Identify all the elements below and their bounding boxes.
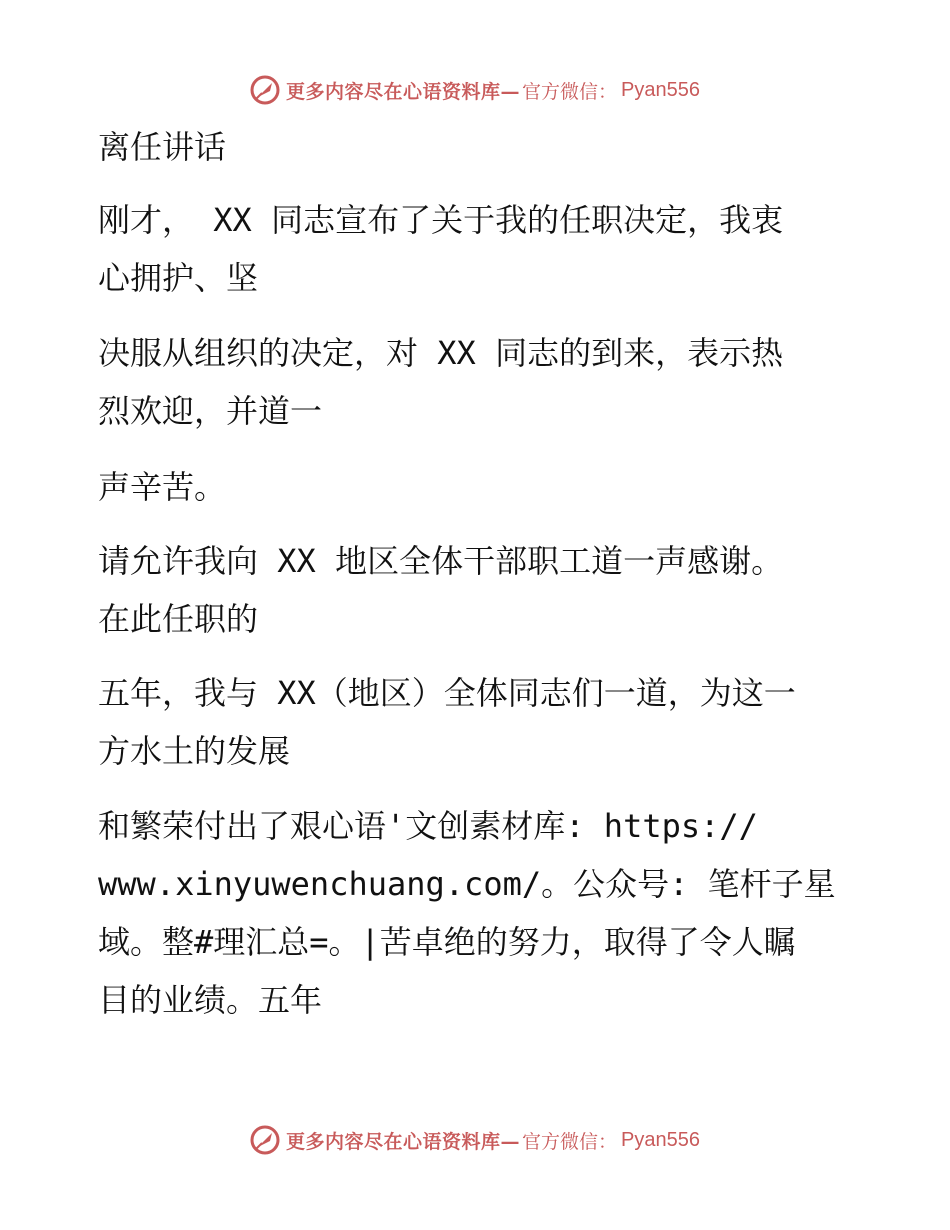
feather-pen-logo-icon	[250, 75, 280, 105]
doc-line: 方水土的发展	[98, 732, 291, 770]
doc-line: www.xinyuwenchuang.com/。公众号: 笔杆子星	[98, 865, 836, 903]
banner-brand: Pyan556	[621, 1128, 700, 1151]
banner-brand: Pyan556	[621, 78, 700, 101]
banner-text: 更多内容尽在心语资料库—	[286, 1130, 521, 1153]
banner-wechat-label: 官方微信：	[522, 1130, 618, 1153]
feather-pen-logo-icon	[250, 1125, 280, 1155]
header-watermark-banner	[0, 70, 950, 110]
doc-line: 声辛苦。	[98, 468, 227, 506]
doc-line: 目的业绩。五年	[98, 981, 323, 1019]
doc-line: 决服从组织的决定，对 XX 同志的到来，表示热	[98, 334, 784, 372]
doc-line: 心拥护、坚	[98, 259, 259, 297]
doc-line: 和繁荣付出了艰心语'文创素材库: https://	[98, 807, 758, 845]
banner-wechat-label: 官方微信：	[522, 80, 618, 103]
doc-line: 烈欢迎，并道一	[98, 392, 323, 430]
doc-line: 五年，我与 XX（地区）全体同志们一道，为这一	[98, 674, 796, 712]
doc-line: 刚才， XX 同志宣布了关于我的任职决定，我衷	[98, 201, 784, 239]
doc-line: 域。整#理汇总=。|苦卓绝的努力，取得了令人瞩	[98, 923, 796, 961]
banner-text: 更多内容尽在心语资料库—	[286, 80, 521, 103]
footer-watermark-banner	[0, 1120, 950, 1160]
doc-line: 在此任职的	[98, 600, 259, 638]
doc-line: 请允许我向 XX 地区全体干部职工道一声感谢。	[98, 542, 784, 580]
doc-line: 离任讲话	[98, 128, 227, 166]
